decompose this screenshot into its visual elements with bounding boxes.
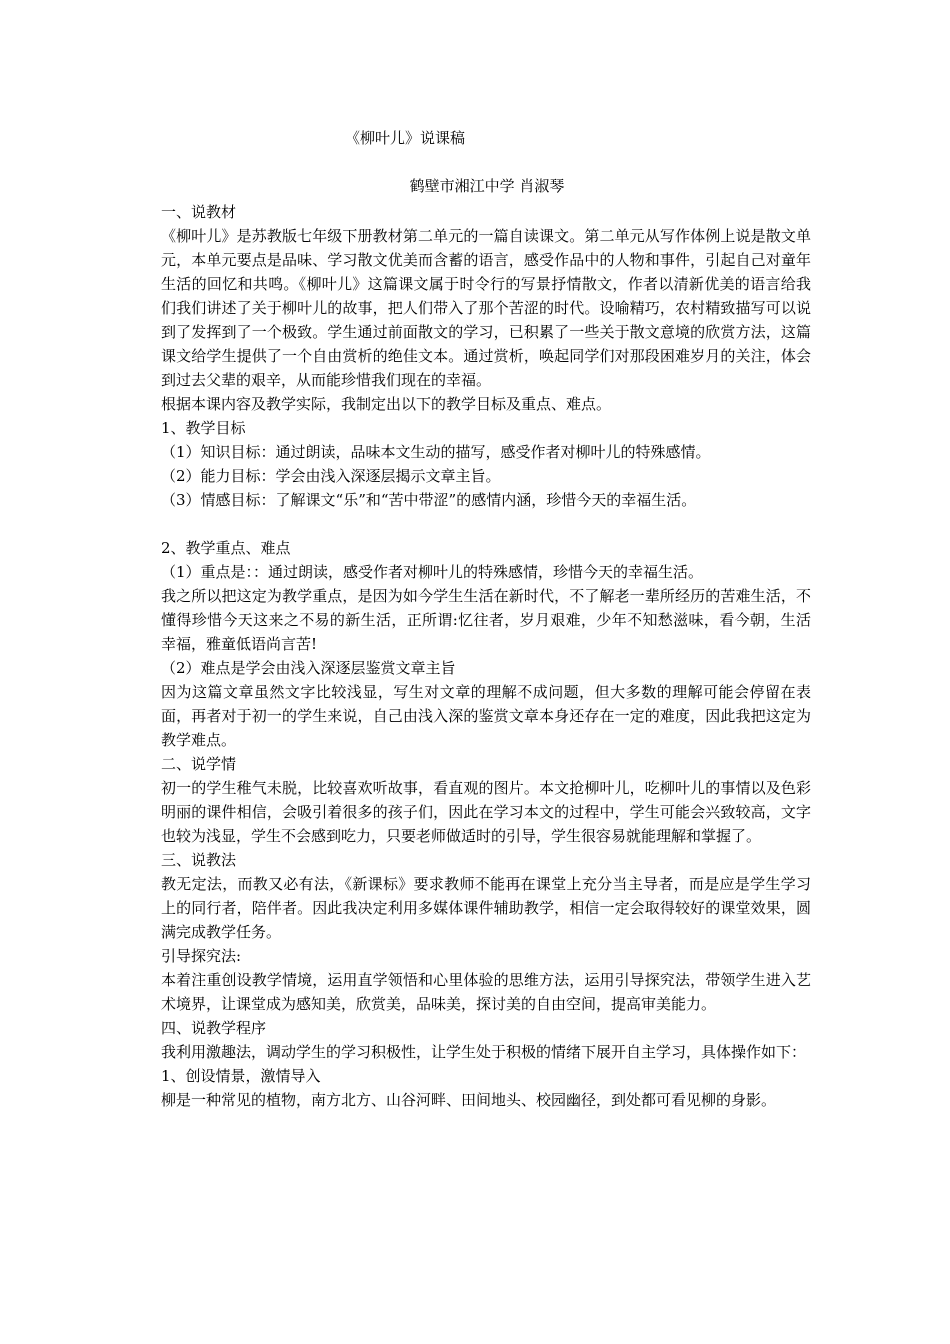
doc-author: 鹤壁市湘江中学 肖淑琴 — [409, 177, 565, 195]
doc-body — [161, 200, 811, 1112]
paragraph: 我利用激趣法，调动学生的学习积极性，让学生处于积极的情绪下展开自主学习，具体操作如下： — [161, 1043, 807, 1061]
subsection-heading: 2、教学重点、难点 — [161, 539, 291, 557]
paragraph: 《柳叶儿》是苏教版七年级下册教材第二单元的一篇自读课文。第二单元从写作体例上说是散文单元，本单元要点是品味、学习散文优美而含蓄的语言，感受作品中的人物和事件，引起自己对童年生活的回忆和共鸣。《柳叶儿》这篇课文属于时令行的写景抒情散文，作者以清新优美的语言给我们我们讲述了关于柳叶儿的故事，把人们带入了那个苦涩的时代。设喻精巧，农村精致描写可以说到了发挥到了一个极致。学生通过前面散文的学习，已积累了一些关于散文意境的欣赏方法，这篇课文给学生提供了一个自由赏析的绝佳文本。通过赏析，唤起同学们对那段困难岁月的关注，体会到过去父辈的艰辛，从而能珍惜我们现在的幸福。 — [161, 227, 811, 389]
doc-title: 《柳叶儿》说课稿 — [344, 129, 465, 147]
paragraph: 根据本课内容及教学实际，我制定出以下的教学目标及重点、难点。 — [161, 395, 612, 413]
paragraph: 我之所以把这定为教学重点，是因为如今学生生活在新时代，不了解老一辈所经历的苦难生活，不懂得珍惜今天这来之不易的新生活，正所谓:忆往者，岁月艰难，少年不知愁滋味，看今朝，生活幸福，雅童低语尚言苦! — [161, 587, 811, 653]
section-heading: 三、说教法 — [161, 851, 237, 869]
subsection-heading: 引导探究法: — [161, 947, 242, 965]
paragraph: 本着注重创设教学情境，运用直学领悟和心里体验的思维方法，运用引导探究法，带领学生进入艺术境界，让课堂成为感知美，欣赏美，品味美，探讨美的自由空间，提高审美能力。 — [161, 971, 811, 1013]
list-item: （1）重点是：：通过朗读，感受作者对柳叶儿的特殊感情，珍惜今天的幸福生活。 — [161, 563, 704, 581]
list-item: （3）情感目标：了解课文“乐”和“苦中带涩”的感情内涵，珍惜今天的幸福生活。 — [161, 491, 697, 509]
paragraph: 柳是一种常见的植物，南方北方、山谷河畔、田间地头、校园幽径，到处都可看见柳的身影。 — [161, 1091, 777, 1109]
list-item: （1）知识目标：通过朗读，品味本文生动的描写，感受作者对柳叶儿的特殊感情。 — [161, 443, 711, 461]
paragraph: 因为这篇文章虽然文字比较浅显，写生对文章的理解不成问题，但大多数的理解可能会停留在表面，再者对于初一的学生来说，自己由浅入深的鉴赏文章本身还存在一定的难度，因此我把这定为教学难点。 — [161, 683, 811, 749]
list-item: （2）难点是学会由浅入深逐层鉴赏文章主旨 — [161, 659, 456, 677]
paragraph: 初一的学生稚气未脱，比较喜欢听故事，看直观的图片。本文抢柳叶儿，吃柳叶儿的事情以及色彩明丽的课件相信，会吸引着很多的孩子们，因此在学习本文的过程中，学生可能会兴致较高，文字也较为浅显，学生不会感到吃力，只要老师做适时的引导，学生很容易就能理解和掌握了。 — [161, 779, 811, 845]
section-heading: 四、说教学程序 — [161, 1019, 267, 1037]
section-heading: 二、说学情 — [161, 755, 237, 773]
subsection-heading: 1、教学目标 — [161, 419, 246, 437]
list-item: （2）能力目标：学会由浅入深逐层揭示文章主旨。 — [161, 467, 501, 485]
section-heading: 一、说教材 — [161, 203, 237, 221]
paragraph: 教无定法，而教又必有法，《新课标》要求教师不能再在课堂上充分当主导者，而是应是学生学习上的同行者，陪伴者。因此我决定利用多媒体课件辅助教学，相信一定会取得较好的课堂效果，圆满完成教学任务。 — [161, 875, 811, 941]
blank-line — [161, 512, 811, 536]
subsection-heading: 1、创设情景，激情导入 — [161, 1067, 321, 1085]
